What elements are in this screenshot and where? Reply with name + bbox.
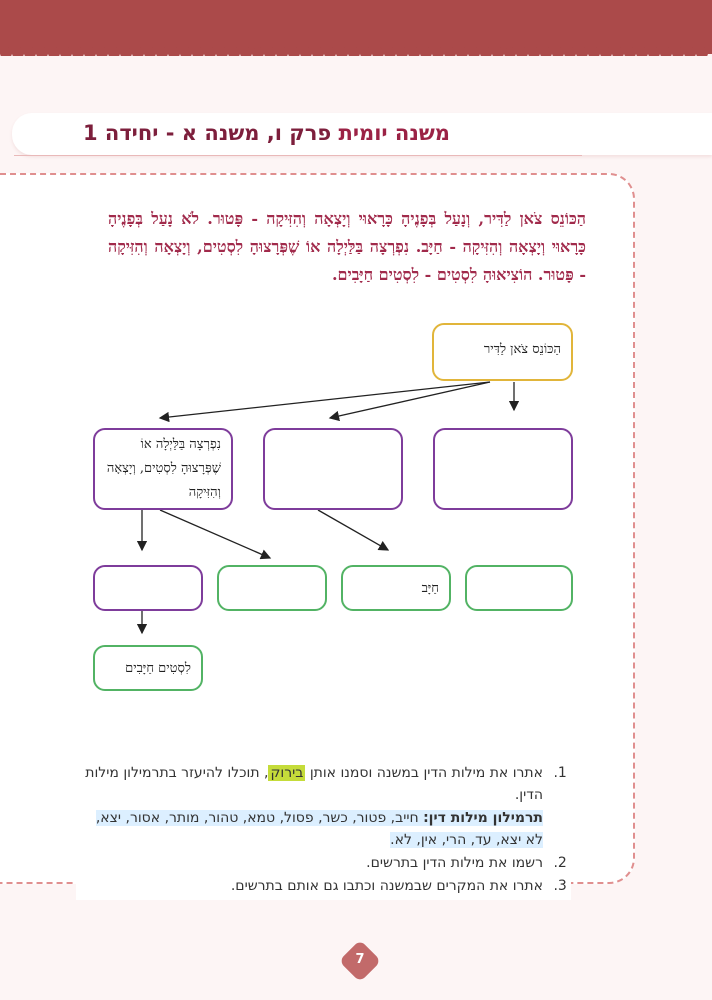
mishna-text: הַכּוֹנֵס צֹאן לַדִּיר, וְנָעַל בְּפָנֶיהָ כָּרָאוּי וְיָצְאָה וְהִזִּיקָה - פָּטוּר. לֹא נָעַל בְּפָנֶיהָ כָּרָאוּי וְיָצְאָה וְהִזִּיקָה - חַיָּב. נִפְרְצָה בַּלַּיְלָה אוֹ שֶׁפְּרָצוּהָ לִסְטִים, וְיָצְאָה וְהִזִּיקָה - פָּטוּר. הוֹצִיאוּהָ לִסְטִים - לִסְטִים חַיָּבִים. [108, 209, 586, 284]
diagram-bottom-text: לִסְטִים חַיָּבִים [125, 661, 191, 676]
diagram-low-3-text: חַיָּב [421, 581, 439, 596]
glossary [80, 807, 543, 851]
diagram-mid-left-box [93, 428, 233, 510]
task-list-panel [76, 758, 571, 900]
diagram-low-1-box[interactable] [93, 565, 203, 611]
glossary-highlight [96, 810, 543, 848]
diagram-root-text: הַכּוֹנֵס צֹאן לַדִּיר [483, 342, 561, 357]
diagram-mid-center-text [265, 430, 401, 442]
title-main: משנה יומית [338, 121, 450, 145]
glossary-label: תרמילון מילות דין: [423, 810, 543, 826]
arrow-root-to-left [160, 382, 490, 418]
task-3-text: אתרו את המקרים שבמשנה וכתבו גם אותם בתרשים. [230, 878, 543, 894]
diagram-low-3-box [341, 565, 451, 611]
task-list [76, 762, 571, 897]
page-number: 7 [355, 952, 365, 967]
arrow-midcenter-to-low3 [318, 510, 388, 550]
diagram-low-4-box[interactable] [465, 565, 573, 611]
title-rest: פרק ו, משנה א - יחידה 1 [82, 121, 332, 145]
task-item-2 [80, 852, 549, 874]
diagram-mid-right-box[interactable] [433, 428, 573, 510]
diagram-root-box [432, 323, 573, 381]
task-2-text: רשמו את מילות הדין בתרשים. [366, 855, 543, 871]
diagram-mid-center-box[interactable] [263, 428, 403, 510]
task-item-3 [80, 875, 549, 897]
task-1-text-b: , תוכלו להיעזר בתרמילון מילות הדין. [85, 765, 543, 803]
diagram-mid-right-text [435, 430, 571, 442]
diagram-low-4-text [467, 567, 571, 579]
task-1-highlight: בירוק [270, 765, 304, 781]
diagram-bottom-box [93, 645, 203, 691]
task-1-text-a: אתרו את מילות הדין במשנה וסמנו אותן [309, 765, 543, 781]
diagram-low-2-text [219, 567, 325, 579]
task-item-1 [80, 762, 549, 851]
diagram-mid-left-text: נִפְרְצָה בַּלַּיְלָה אוֹ שֶׁפְּרָצוּהָ לִסְטִים, וְיָצְאָה וְהִזִּיקָה [106, 437, 221, 500]
glossary-words: חייב, פטור, כשר, פסול, טמא, טהור, מותר, אסור, יצא, לא יצא, עד, הרי, אין, לא. [95, 810, 543, 848]
arrow-midleft-to-low2 [160, 510, 270, 558]
diagram-low-1-text [95, 567, 201, 579]
arrow-root-to-center [330, 382, 490, 418]
diagram-low-2-box[interactable] [217, 565, 327, 611]
